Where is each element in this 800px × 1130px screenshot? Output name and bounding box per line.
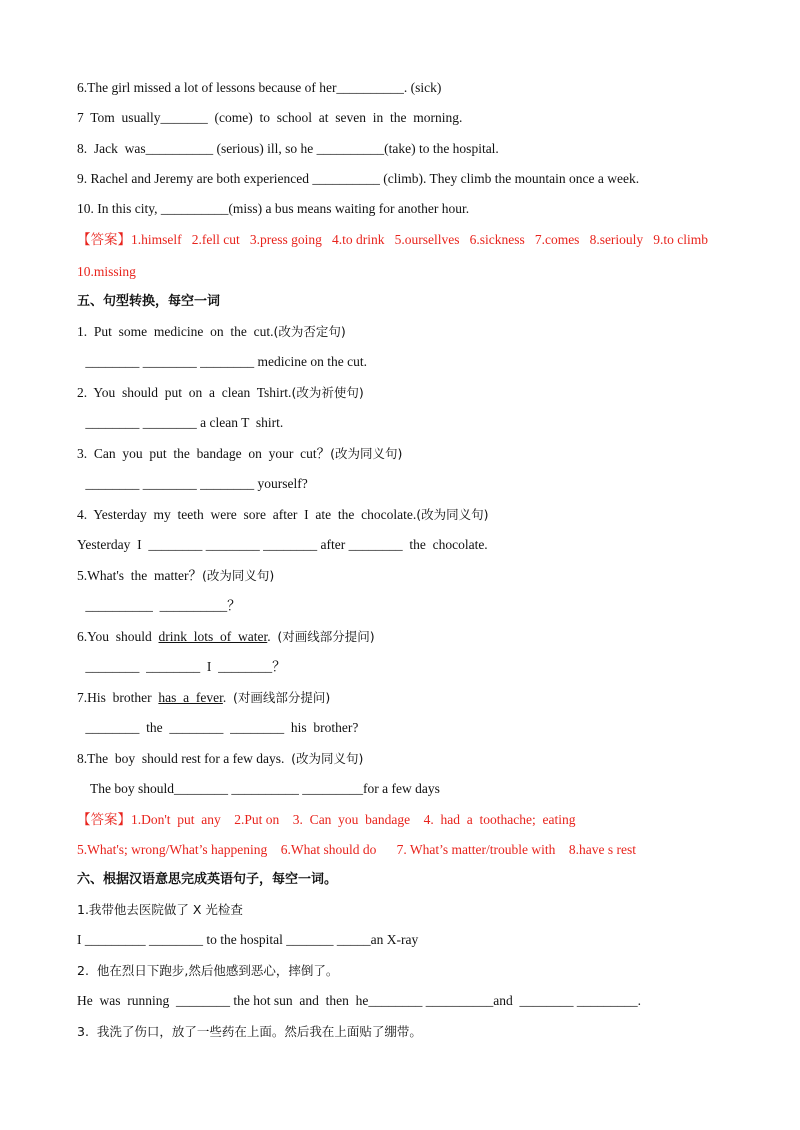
- s5-q1-text: 1. Put some medicine on the cut.: [77, 324, 274, 339]
- s5-q8-note: (改为同义句): [291, 751, 364, 766]
- s5-q7-pre: 7.His brother: [77, 690, 159, 705]
- question-6-sick: 6.The girl missed a lot of lessons because of her__________. (sick): [77, 80, 442, 95]
- answer-key-section4-line1: 【答案】1.himself 2.fell cut 3.press going 4.to drink 5.oursellves 6.sickness 7.comes 8.seriouly 9.to climb: [77, 232, 709, 247]
- s5-q2-answer-line: ________ ________ a clean T shirt.: [82, 415, 284, 430]
- answer-key-section5-line2: 5.What's; wrong/What’s happening 6.What should do 7. What’s matter/trouble with 8.have s rest: [77, 842, 636, 857]
- s5-q7-underlined: has a fever: [158, 690, 223, 705]
- s5-q3-answer-line: ________ ________ ________ yourself?: [82, 476, 308, 491]
- s5-q1-answer-line: ________ ________ ________ medicine on the cut.: [82, 354, 367, 369]
- s5-q6-note: (对画线部分提问): [277, 629, 375, 644]
- s5-q4-text: 4. Yesterday my teeth were sore after I ate the chocolate.: [77, 507, 417, 522]
- s6-question-3-chinese: 3. 我洗了伤口，放了一些药在上面。然后我在上面贴了绷带。: [77, 1024, 422, 1039]
- answer-key-section4-line2: 10.missing: [77, 264, 136, 279]
- s5-q7-answer-line: ________ the ________ ________ his brother?: [82, 720, 359, 735]
- s5-q5-text: 5.What's the matter？: [77, 568, 203, 583]
- s5-question-7: [77, 689, 330, 707]
- s5-question-5: [77, 567, 274, 585]
- s5-q8-answer-line: The boy should________ __________ _________for a few days: [90, 781, 440, 796]
- question-7-come: 7 Tom usually_______ (come) to school at seven in the morning.: [77, 110, 463, 125]
- s6-question-2-chinese: 2. 他在烈日下跑步,然后他感到恶心，摔倒了。: [77, 963, 339, 978]
- s5-question-8: [77, 750, 363, 768]
- question-9-climb: 9. Rachel and Jeremy are both experienced __________ (climb). They climb the mountain once a week.: [77, 171, 640, 186]
- s5-q4-answer-line: Yesterday I ________ ________ ________ after ________ the chocolate.: [77, 537, 488, 552]
- s5-q7-post: .: [222, 690, 233, 705]
- s5-q4-note: (改为同义句): [416, 507, 489, 522]
- s5-q5-note: (改为同义句): [202, 568, 275, 583]
- s5-question-3: [77, 445, 402, 463]
- s5-q1-note: (改为否定句): [273, 324, 346, 339]
- question-10-miss: 10. In this city, __________(miss) a bus means waiting for another hour.: [77, 201, 470, 216]
- s5-q5-answer-line: __________ __________？: [82, 598, 241, 613]
- s5-q2-note: (改为祈使句): [291, 385, 364, 400]
- s5-q6-underlined: drink lots of water: [158, 629, 268, 644]
- s5-question-4: [77, 506, 489, 524]
- answer-key-section5-line1: 【答案】1.Don't put any 2.Put on 3. Can you bandage 4. had a toothache; eating: [77, 812, 576, 827]
- s5-q8-text: 8.The boy should rest for a few days.: [77, 751, 292, 766]
- s5-q3-text: 3. Can you put the bandage on your cut？: [77, 446, 331, 461]
- question-8-serious: 8. Jack was__________ (serious) ill, so he __________(take) to the hospital.: [77, 141, 499, 156]
- s5-q6-answer-line: ________ ________ I ________？: [82, 659, 286, 674]
- s5-question-6: [77, 628, 375, 646]
- s5-q6-pre: 6.You should: [77, 629, 159, 644]
- s5-question-1: [77, 323, 346, 341]
- s5-q7-note: (对画线部分提问): [232, 690, 331, 705]
- s5-q3-note: (改为同义句): [330, 446, 403, 461]
- s5-question-2: [77, 384, 364, 402]
- s6-question-1-chinese: 1.我带他去医院做了 X 光检查: [77, 902, 243, 917]
- s5-q2-text: 2. You should put on a clean Tshirt.: [77, 385, 292, 400]
- s5-q6-post: .: [267, 629, 278, 644]
- section-5-heading: 五、句型转换，每空一词: [77, 294, 221, 309]
- s6-q2-answer-line: He was running ________ the hot sun and then he________ __________and ________ _________.: [77, 993, 641, 1008]
- s6-q1-answer-line: I _________ ________ to the hospital _______ _____an X-ray: [77, 932, 419, 947]
- section-6-heading: 六、根据汉语意思完成英语句子，每空一词。: [77, 872, 338, 887]
